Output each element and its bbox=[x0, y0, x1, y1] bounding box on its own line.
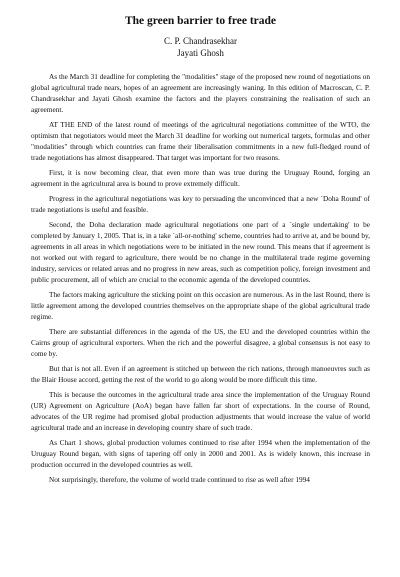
body-paragraph: First, it is now becoming clear, that even more than was true during the Uruguay Round, forging an agreement in the agricultural area is bound to prove extremely difficult. bbox=[31, 168, 370, 188]
body-paragraph: But that is not all. Even if an agreement is stitched up between the rich nations, through manoeuvres such as the Blair House accord, getting the rest of the world to go along would be more difficult this time. bbox=[31, 364, 370, 384]
body-paragraph: The factors making agriculture the sticking point on this occasion are numerous. As in the last Round, there is little agreement among the developed countries themselves on the appropriate shape of the global agricultural trade regime. bbox=[31, 290, 370, 321]
body-paragraph: There are substantial differences in the agenda of the US, the EU and the developed countries within the Cairns group of agricultural exporters. When the rich and the powerful disagree, a global consensus is not easy to come by. bbox=[31, 327, 370, 358]
article-title: The green barrier to free trade bbox=[124, 15, 277, 27]
body-paragraph: AT THE END of the latest round of meetings of the agricultural negotiations committee of the WTO, the optimism that negotiators would meet the March 31 deadline for working out numerical targets, formulas and other "modalities" through which countries can frame their liberalisation commitments in a new full-fledged round of trade negotiations has almost disappeared. That target was important for two reasons. bbox=[31, 120, 370, 162]
intro-paragraph: As the March 31 deadline for completing the "modalities" stage of the proposed new round of negotiations on global agricultural trade nears, hopes of an agreement are increasingly waning. In this edition of Macroscan, C. P. Chandrasekhar and Jayati Ghosh examine the factors and the players constraining the realisation of such an agreement. bbox=[31, 72, 370, 114]
body-paragraph: As Chart 1 shows, global production volumes continued to rise after 1994 when the implementation of the Uruguay Round began, with signs of tapering off only in 2000 and 2001. As is widely known, this increase in production occurred in the developed countries as well. bbox=[31, 438, 370, 469]
article-body bbox=[31, 71, 370, 485]
body-paragraph: This is because the outcomes in the agricultural trade area since the implementation of the Uruguay Round (UR) Agreement on Agriculture (AoA) began have fallen far short of expectations. In the course of Round, advocates of the UR regime had promised global production adjustments that would increase the value of world agricultural trade and an increase in developing country share of such trade. bbox=[31, 390, 370, 432]
body-paragraph: Not surprisingly, therefore, the volume of world trade continued to rise as well after 1994 bbox=[49, 475, 310, 484]
author-name: Jayati Ghosh bbox=[177, 48, 224, 58]
body-paragraph: Progress in the agricultural negotiations was key to persuading the unconvinced that a new `Doha Round' of trade negotiations is useful and feasible. bbox=[31, 194, 370, 214]
author-name: C. P. Chandrasekhar bbox=[164, 36, 237, 46]
body-paragraph: Second, the Doha declaration made agricultural negotiations one part of a `single undertaking' to be completed by January 1, 2005. That is, in a take `all-or-nothing' scheme, countries had to arrive at, and be bound by, agreements in all areas in which negotiations were to be initiated in the new round. This means that if agreement is not worked out with regard to agriculture, there would be no change in the multilateral trade regime governing industry, services or related areas and no progress in new areas, such as competition policy, foreign investment and public procurement, all of which are crucial to the economic agenda of the developed countries. bbox=[31, 220, 370, 284]
